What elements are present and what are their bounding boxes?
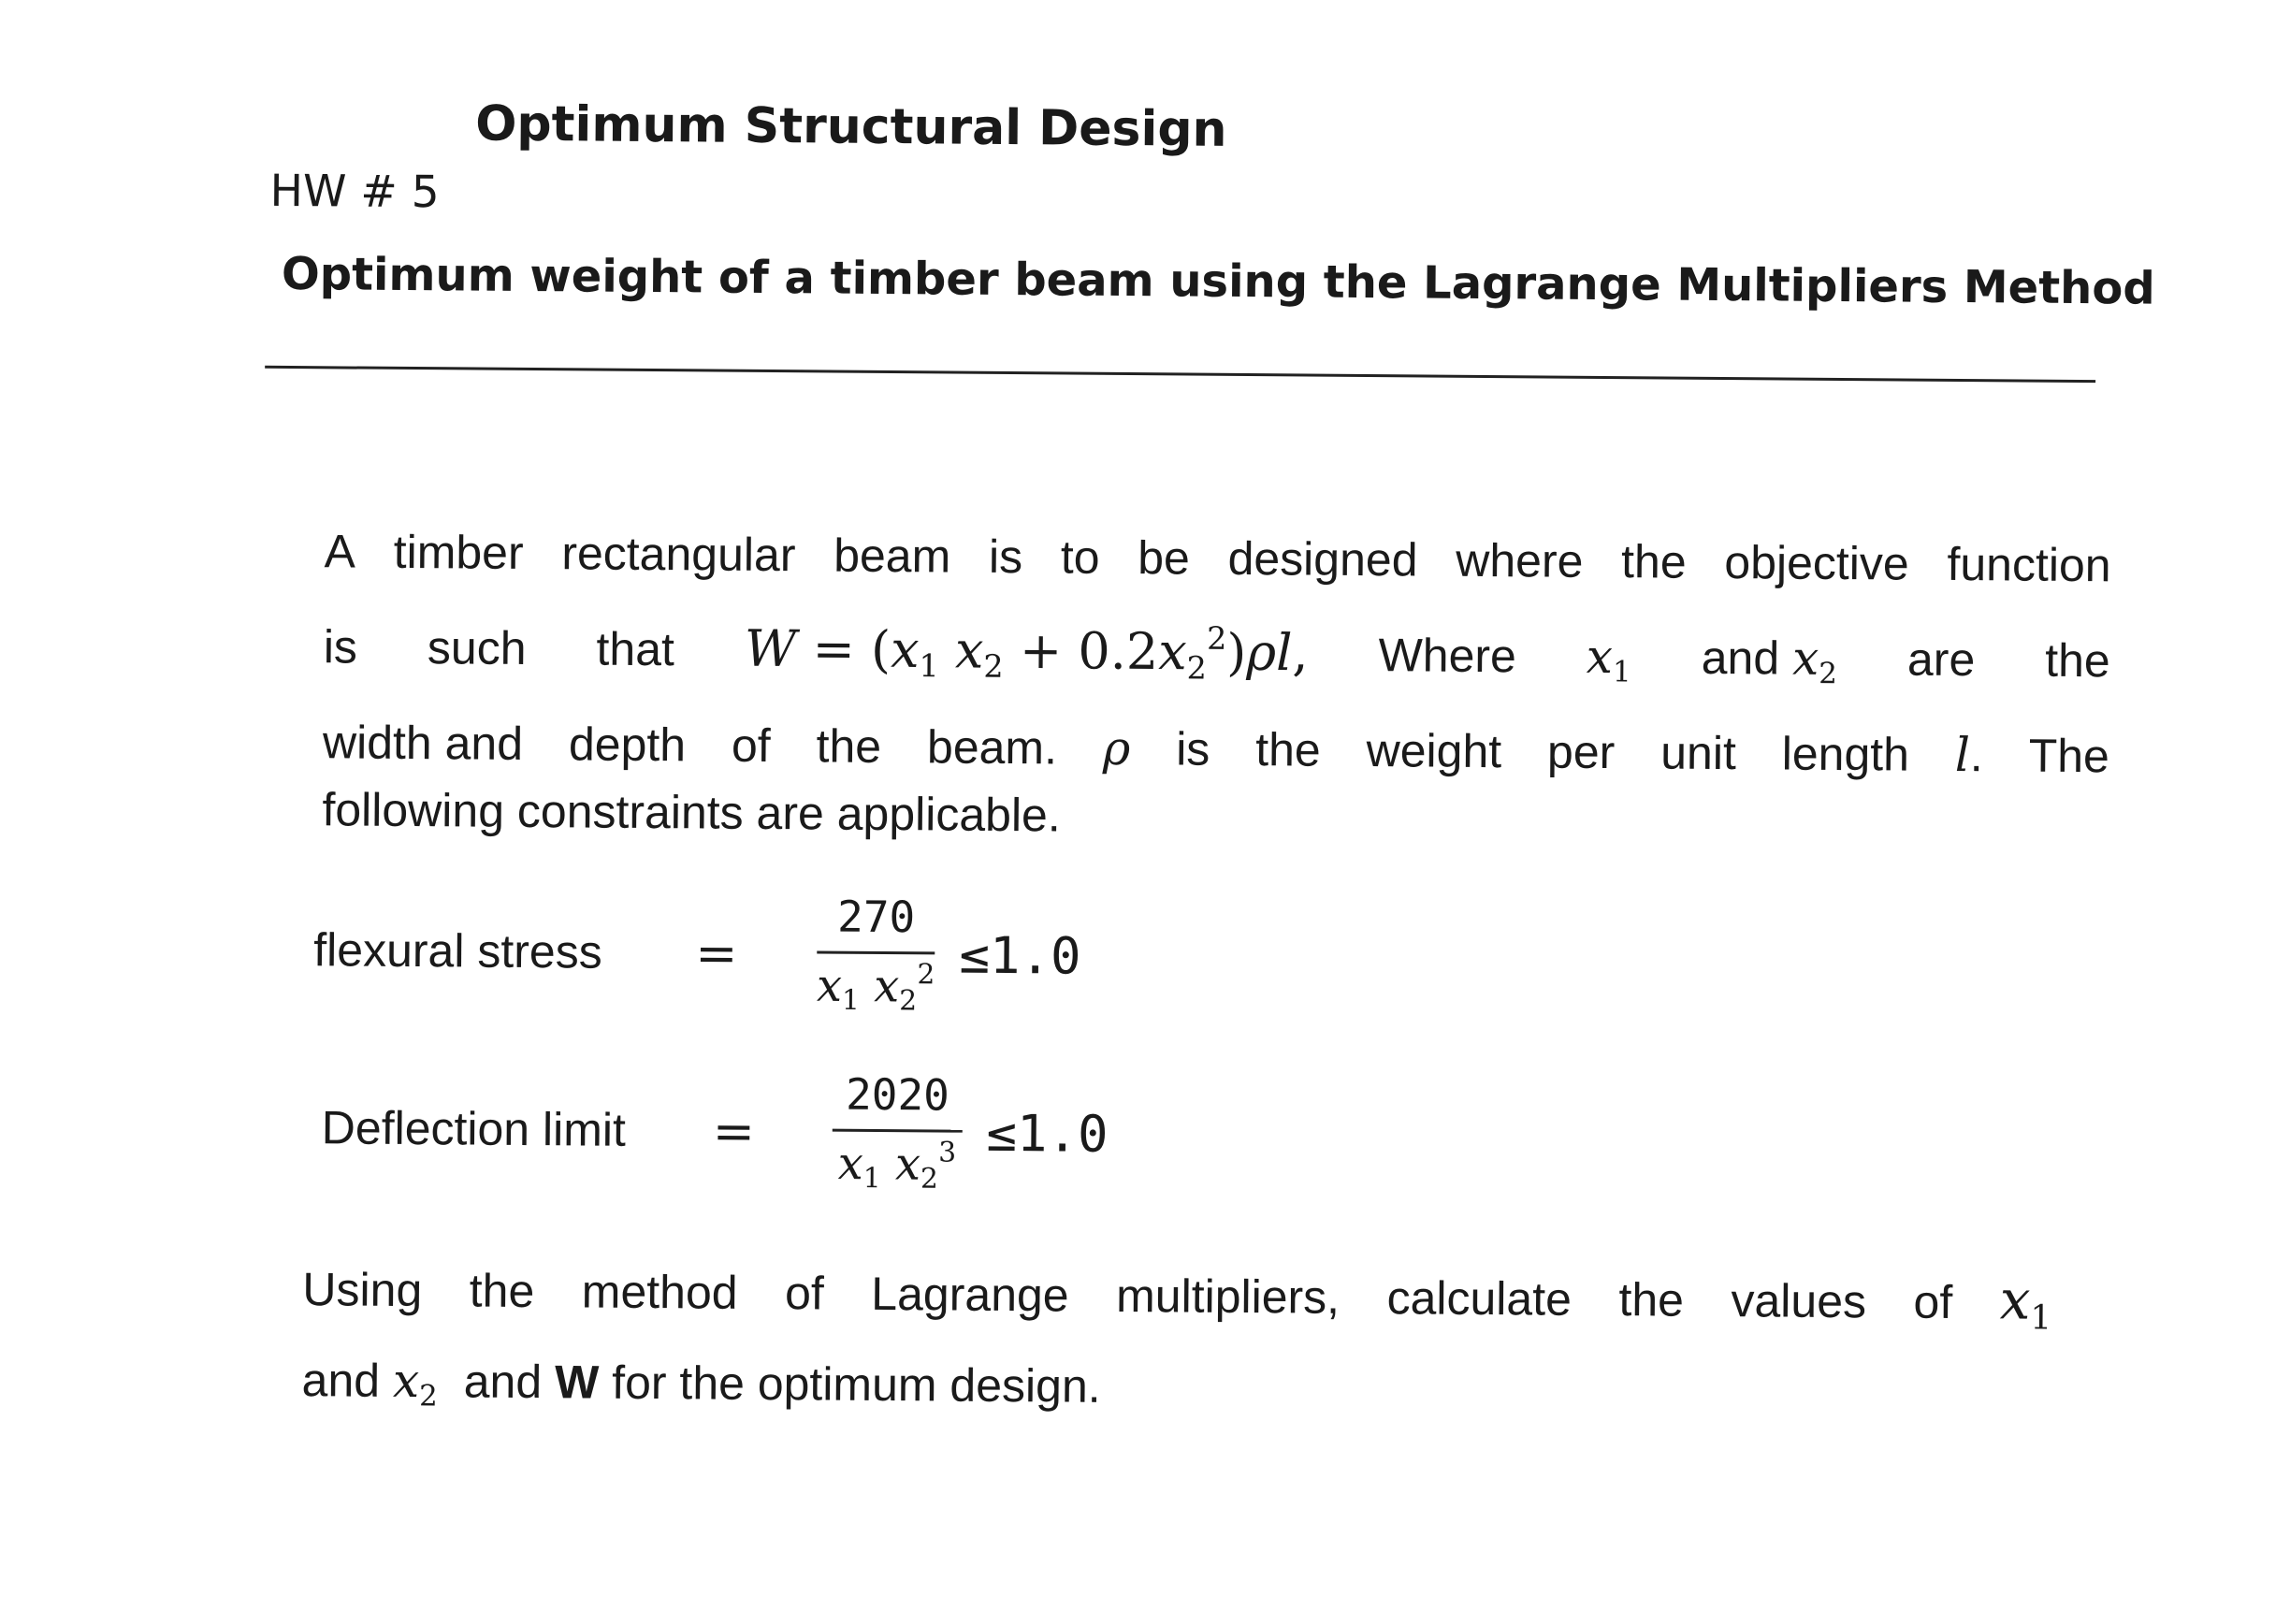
fraction-numerator: 2020 [845,1068,950,1121]
fraction [832,1069,963,1196]
assignment-subtitle: Optimum weight of a timber beam using the Lagrange Multipliers Method [281,247,2155,315]
fraction [817,891,935,1017]
header-divider [265,366,2095,383]
objective-function: $W = (x_1$ $x_2 + 0.2x_2^2)\rho l$, [744,618,1309,687]
constraint-label: Deflection limit [321,1101,627,1156]
question-statement [301,1249,2051,1446]
problem-line-3: width and depth of the beam. ρ is the weight per unit length l. The [322,716,2110,783]
problem-line-4: following constraints are applicable. [322,783,1061,842]
fraction-denominator: $x_1$ $x_2^3$ [837,1136,957,1196]
problem-statement [322,517,2111,857]
hw-label: HW # 5 [269,165,440,219]
problem-line-2: is such that $W = (x_1$ $x_2 + 0.2x_2^2)\rho l$, Where $x_1$ and $x_2$ are the [323,598,2110,709]
problem-line-1: A timber rectangular beam is to be designed where the objective function [324,525,2111,592]
var-x2: $x_2$ [1791,631,1838,691]
constraint-bound: ≤1.0 [959,925,1081,986]
constraint-flexural-stress [313,887,1081,1019]
constraint-label: flexural stress [313,923,602,979]
constraint-bound: ≤1.0 [986,1103,1109,1164]
question-line-1: Using the method of Lagrange multipliers, calculate the values of $x_1$ [302,1249,2052,1356]
var-x1: $x_1$ [1999,1268,2052,1338]
fraction-numerator: 270 [836,891,916,943]
question-line-2: and $x_2$ and W for the optimum design. [301,1353,1101,1414]
course-title: Optimum Structural Design [474,95,1227,158]
var-l: l [1954,728,1971,783]
fraction-denominator: $x_1$ $x_2^2$ [816,958,935,1018]
constraint-deflection-limit [321,1065,1109,1196]
equals-sign: = [712,1101,756,1161]
var-x2: $x_2$ [392,1353,438,1414]
var-W: W [554,1356,600,1409]
var-x1: $x_1$ [1586,629,1631,689]
equals-sign: = [695,923,738,983]
var-rho: ρ [1102,720,1131,776]
